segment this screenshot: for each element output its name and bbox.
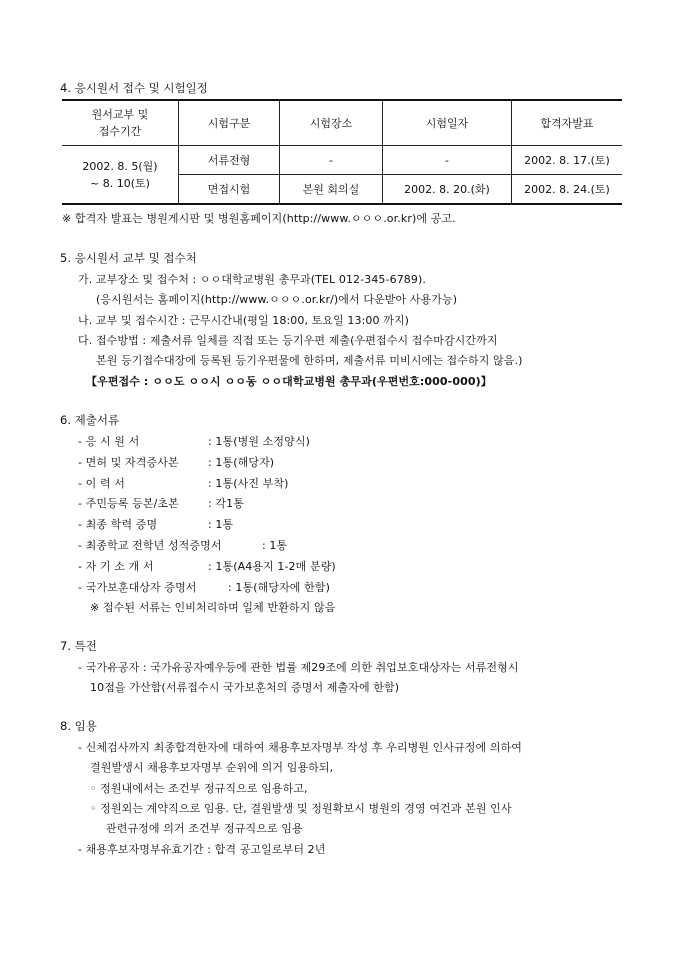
doc-item-label: - 최종학교 전학년 성적증명서 — [78, 539, 222, 552]
s8-line-1: - 신체검사까지 최종합격한자에 대하여 채용후보자명부 작성 후 우리병원 인사규정에 의하여 — [78, 741, 523, 754]
section-7-title: 7. 특전 — [60, 639, 97, 653]
s8-line-2: 결원발생시 채용후보자명부 순위에 의거 임용하되, — [90, 761, 334, 774]
s7-line-2: 10점을 가산함(서류접수시 국가보훈처의 증명서 제출자에 한함) — [90, 681, 400, 694]
s8-bullet-2-cont: 관련규정에 의거 조건부 정규직으로 임용 — [106, 822, 303, 835]
s7-line-1: - 국가유공자 : 국가유공자예우등에 관한 법률 제29조에 의한 취업보호대상자는 서류전형시 — [78, 661, 519, 674]
header-period — [62, 100, 179, 146]
header-date: 시험일자 — [383, 100, 512, 146]
doc-item-value: : 1통(병원 소정양식) — [208, 435, 310, 448]
period-start: 2002. 8. 5(월) — [82, 159, 158, 173]
table-header-row — [62, 100, 622, 146]
doc-item-value: : 1통(해당자에 한함) — [228, 581, 330, 594]
s8-bullet-2: ◦ 정원외는 계약직으로 임용. 단, 결원발생 및 정원확보시 병원의 경영 여건과 본원 인사 — [90, 802, 512, 815]
doc-item-label: - 주민등록 등본/초본 — [78, 497, 179, 510]
header-location: 시험장소 — [280, 100, 383, 146]
table-cell: - — [383, 146, 512, 175]
table-cell: - — [280, 146, 383, 175]
s5-line-a-sub: (응시원서는 홈페이지(http://www.ㅇㅇㅇ.or.kr/)에서 다운받아 사용가능) — [96, 293, 458, 306]
header-type: 시험구분 — [179, 100, 280, 146]
section-5-title: 5. 응시원서 교부 및 접수처 — [60, 251, 197, 265]
period-end: ~ 8. 10(토) — [90, 176, 150, 190]
doc-item-value: : 1통 — [262, 539, 288, 552]
doc-item-value: : 1통(사진 부착) — [208, 477, 289, 490]
period-cell — [62, 146, 179, 205]
s8-bullet-1: ◦ 정원내에서는 조건부 정규직으로 임용하고, — [90, 782, 308, 795]
table-cell: 본원 회의실 — [280, 175, 383, 205]
doc-item-label: - 면허 및 자격증사본 — [78, 456, 179, 469]
header-announce: 합격자발표 — [512, 100, 623, 146]
section-6-note: ※ 접수된 서류는 인비처리하며 일체 반환하지 않음 — [90, 601, 336, 614]
s5-line-c: 다. 접수방법 : 제출서류 일체를 직접 또는 등기우편 제출(우편접수시 접수마감시간까지 — [78, 334, 498, 347]
section-6-title: 6. 제출서류 — [60, 413, 120, 427]
doc-item-value: : 1통(A4용지 1-2매 분량) — [208, 560, 336, 573]
doc-item-value: : 1통 — [208, 518, 234, 531]
s8-line-3: - 채용후보자명부유효기간 : 합격 공고일로부터 2년 — [78, 843, 326, 856]
section-4-note: ※ 합격자 발표는 병원게시판 및 병원홈페이지(http://www.ㅇㅇㅇ.or.kr)에 공고. — [62, 212, 456, 225]
section-8-title: 8. 임용 — [60, 719, 97, 733]
header-period-line1: 원서교부 및 — [91, 108, 149, 121]
table-cell: 면접시험 — [179, 175, 280, 205]
section-4-title: 4. 응시원서 접수 및 시험일정 — [60, 81, 208, 95]
s5-line-c-sub: 본원 등기접수대장에 등록된 등기우편물에 한하며, 제출서류 미비시에는 접수하지 않음.) — [96, 354, 523, 367]
table-cell: 서류전형 — [179, 146, 280, 175]
doc-item-label: - 이 력 서 — [78, 477, 126, 490]
s5-line-b: 나. 교부 및 접수시간 : 근무시간내(평일 18:00, 토요일 13:00 까지) — [78, 314, 410, 327]
doc-item-label: - 국가보훈대상자 증명서 — [78, 581, 197, 594]
exam-schedule-table — [62, 99, 622, 205]
doc-item-label: - 자 기 소 개 서 — [78, 560, 154, 573]
doc-item-label: - 응 시 원 서 — [78, 435, 140, 448]
header-period-line2: 접수기간 — [98, 125, 142, 138]
doc-item-value: : 1통(해당자) — [208, 456, 275, 469]
table-row — [62, 146, 622, 175]
doc-item-value: : 각1통 — [208, 497, 244, 510]
table-cell: 2002. 8. 17.(토) — [512, 146, 623, 175]
s5-line-a: 가. 교부장소 및 접수처 : ㅇㅇ대학교병원 총무과(TEL 012-345-6789). — [78, 273, 426, 286]
table-cell: 2002. 8. 20.(화) — [383, 175, 512, 205]
table-cell: 2002. 8. 24.(토) — [512, 175, 623, 205]
doc-item-label: - 최종 학력 증명 — [78, 518, 158, 531]
s5-mail-address: 【우편접수 : ㅇㅇ도 ㅇㅇ시 ㅇㅇ동 ㅇㅇ대학교병원 총무과(우편번호:000-000)】 — [86, 375, 492, 388]
